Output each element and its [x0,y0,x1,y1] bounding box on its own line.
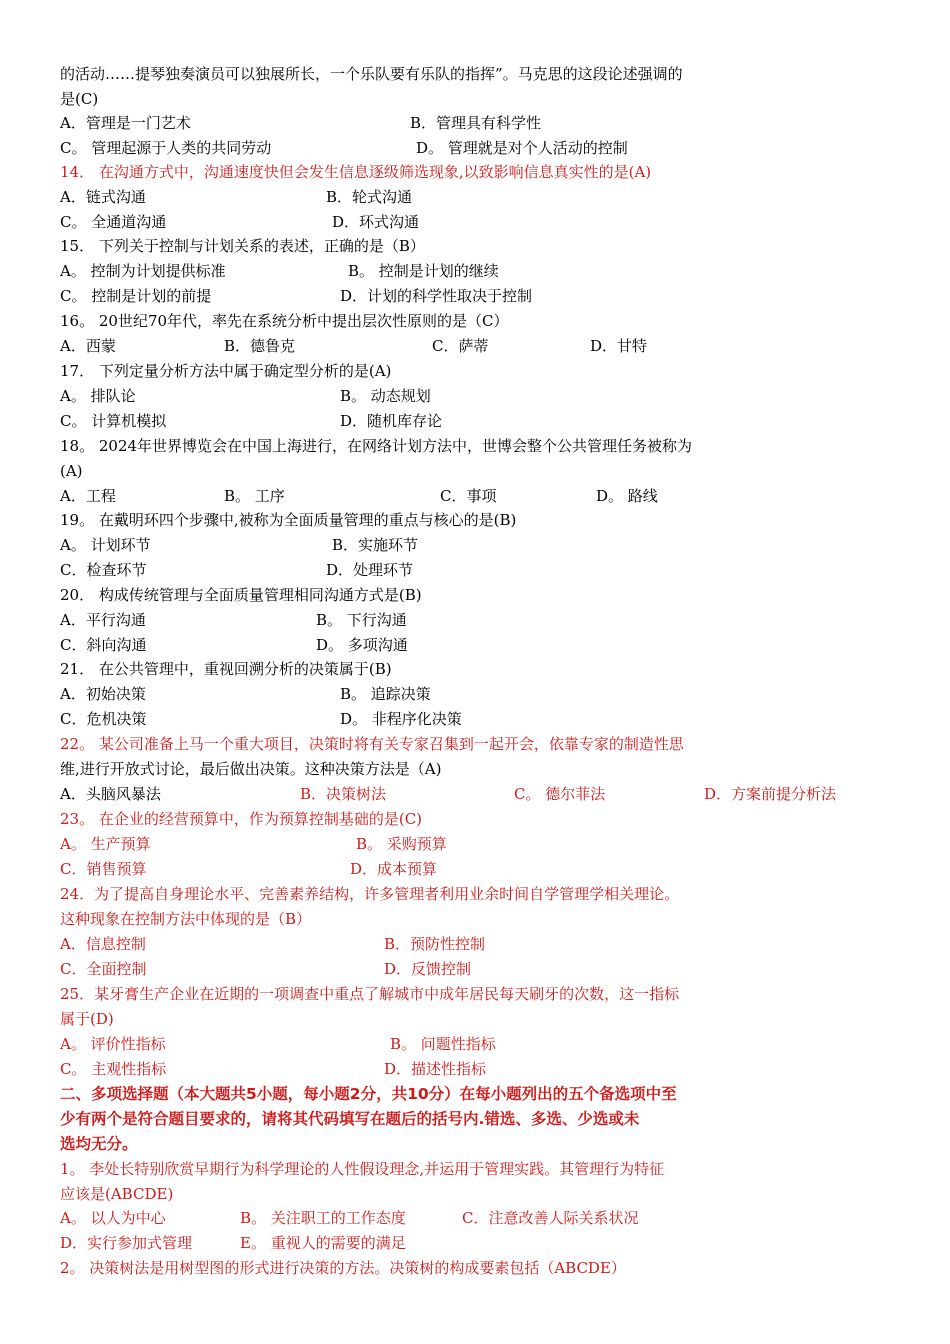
option-b: B。 控制是计划的继续 [348,262,499,280]
question-answer: (A) [60,462,83,480]
option-d: D。 路线 [596,487,658,505]
option-c: C．检查环节 [60,561,147,579]
option-b: B．预防性控制 [384,935,486,953]
option-d: D．方案前提分析法 [704,785,837,803]
option-d: D．实行参加式管理 [60,1234,193,1252]
option-b: B。 问题性指标 [390,1035,496,1053]
option-a: A。 生产预算 [60,835,151,853]
option-d: D．环式沟通 [332,213,420,231]
option-c: C．注意改善人际关系状况 [462,1209,639,1227]
option-b: B。 关注职工的工作态度 [240,1209,406,1227]
option-a: A．管理是一门艺术 [60,114,191,132]
option-c: C．危机决策 [60,710,147,728]
option-b: B．决策树法 [300,785,387,803]
multi-question-1: 1。 李处长特别欣赏早期行为科学理论的人性假设理念,并运用于管理实践。其管理行为特征 [60,1160,665,1178]
option-a: A．初始决策 [60,685,146,703]
option-a: A。 控制为计划提供标准 [60,262,226,280]
question-14 [60,162,651,184]
option-b: B。 下行沟通 [316,611,407,629]
option-c: C。 计算机模拟 [60,412,167,430]
question-20: 20． 构成传统管理与全面质量管理相同沟通方式是(B) [60,586,422,604]
question-21: 21． 在公共管理中，重视回溯分析的决策属于(B) [60,660,392,678]
option-d: D．反馈控制 [384,960,472,978]
option-b: B．实施环节 [332,536,419,554]
option-c: C。 控制是计划的前提 [60,287,212,305]
option-b: B．德鲁克 [224,337,296,355]
option-c: C。 德尔菲法 [514,785,606,803]
question-23: 23。 在企业的经营预算中，作为预算控制基础的是(C) [60,810,423,828]
question-17: 17． 下列定量分析方法中属于确定型分析的是(A) [60,362,392,380]
option-a: A。 评价性指标 [60,1035,166,1053]
question-19: 19。 在戴明环四个步骤中,被称为全面质量管理的重点与核心的是(B) [60,511,517,529]
question-number: 14． 在沟通方式中，沟通速度快但会发生信息逐级筛选现象,以致影响信息真实性的是(A) [60,163,652,181]
option-c: C。 全通道沟通 [60,213,167,231]
option-c: C．事项 [440,487,497,505]
question-16: 16。 20世纪70年代，率先在系统分析中提出层次性原则的是（C） [60,312,509,330]
section-heading-continued: 少有两个是符合题目要求的，请将其代码填写在题后的括号内.错选、多选、少选或未 [60,1110,640,1128]
option-b: B。 工序 [224,487,285,505]
option-d: D．随机库存论 [340,412,443,430]
option-e: E。 重视人的需要的满足 [240,1234,406,1252]
option-b: B．管理具有科学性 [410,114,542,132]
option-c: C．萨蒂 [432,337,489,355]
option-c: C．斜向沟通 [60,636,147,654]
option-c: C．全面控制 [60,960,147,978]
option-a: A．头脑风暴法 [60,785,161,803]
option-a: A。 以人为中心 [60,1209,166,1227]
option-b: B．轮式沟通 [326,188,413,206]
section-heading: 二、多项选择题（本大题共5小题，每小题2分，共10分）在每小题列出的五个备选项中至 [60,1085,677,1103]
question-answer: 应该是(ABCDE) [60,1185,174,1203]
question-15: 15． 下列关于控制与计划关系的表述，正确的是（B） [60,237,425,255]
option-b: B。 采购预算 [356,835,447,853]
option-d: D．计划的科学性取决于控制 [340,287,533,305]
question-25: 25．某牙膏生产企业在近期的一项调查中重点了解城市中成年居民每天刷牙的次数，这一指标 [60,985,680,1003]
option-d: D．处理环节 [326,561,414,579]
option-a: A．工程 [60,487,116,505]
multi-question-2: 2。 决策树法是用树型图的形式进行决策的方法。决策树的构成要素包括（ABCDE） [60,1259,626,1277]
option-c: C．销售预算 [60,860,147,878]
option-d: D。 管理就是对个人活动的控制 [416,139,628,157]
option-c: C。 主观性指标 [60,1060,167,1078]
option-a: A．信息控制 [60,935,146,953]
option-a: A．西蒙 [60,337,116,355]
question-18: 18。 2024年世界博览会在中国上海进行，在网络计划方法中，世博会整个公共管理任务被称为 [60,437,693,455]
option-c: C。 管理起源于人类的共同劳动 [60,139,272,157]
option-b: B。 动态规划 [340,387,431,405]
question-answer: 是(C) [60,90,99,108]
option-a: A．平行沟通 [60,611,146,629]
question-24: 24．为了提高自身理论水平、完善素养结构，许多管理者利用业余时间自学管理学相关理论。 [60,885,680,903]
question-text: 的活动……提琴独奏演员可以独展所长，一个乐队要有乐队的指挥”。马克思的这段论述强调的 [60,65,683,83]
option-d: D。 非程序化决策 [340,710,462,728]
option-a: A．链式沟通 [60,188,146,206]
question-text-continued: 属于(D) [60,1010,114,1028]
option-b: B。 追踪决策 [340,685,431,703]
option-d: D．成本预算 [350,860,438,878]
option-a: A。 计划环节 [60,536,151,554]
option-d: D。 多项沟通 [316,636,408,654]
option-d: D．描述性指标 [384,1060,487,1078]
section-heading-continued: 选均无分。 [60,1135,138,1153]
option-a: A。 排队论 [60,387,136,405]
question-22: 22。 某公司准备上马一个重大项目，决策时将有关专家召集到一起开会，依靠专家的制造性思 [60,735,684,753]
question-text-continued: 这种现象在控制方法中体现的是（B） [60,910,312,928]
option-d: D．甘特 [590,337,648,355]
question-text-continued: 维,进行开放式讨论，最后做出决策。这种决策方法是（A) [60,760,442,778]
